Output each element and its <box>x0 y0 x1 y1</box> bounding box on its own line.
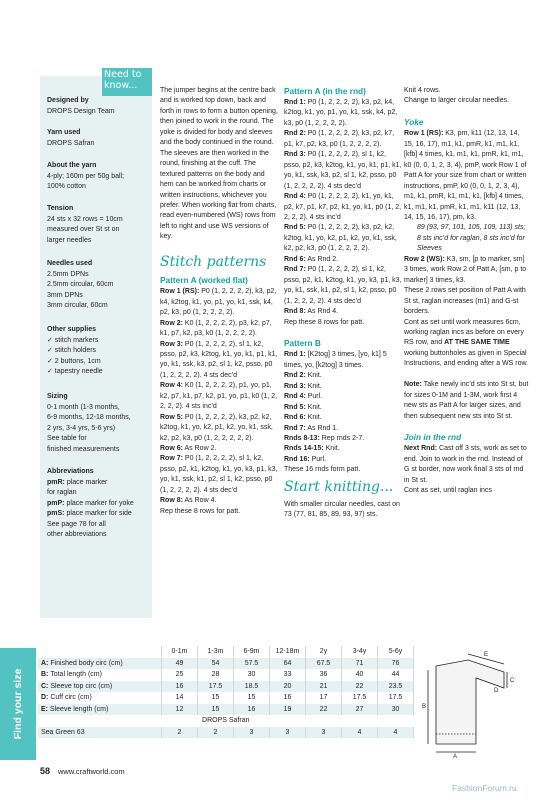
size-cell: 54 <box>198 658 234 670</box>
size-cell: 22 <box>306 704 342 716</box>
size-cell: 27 <box>342 704 378 716</box>
yarn-ball-count: 3 <box>306 727 342 739</box>
size-cell: 20 <box>270 681 306 693</box>
diagram-label-b: B <box>422 704 427 710</box>
size-header: 5-6y <box>378 646 414 658</box>
jumper-schematic <box>408 648 528 758</box>
yarn-ball-count: 2 <box>198 727 234 739</box>
pattern-row: Row 8: As Row 4. <box>160 497 217 505</box>
yarn-ball-count: 4 <box>342 727 378 739</box>
size-cell: 16 <box>162 681 198 693</box>
size-cell: 17.5 <box>342 692 378 704</box>
pattern-b-repeat: These 16 rnds form patt. <box>284 466 361 474</box>
size-cell: 19 <box>270 704 306 716</box>
size-cell: 12 <box>162 704 198 716</box>
pattern-row: Rnd 2: Knit. <box>284 372 322 380</box>
size-row <box>38 681 414 693</box>
yoke-row-1: Row 1 (RS): K3, pm, k11 (12, 13, 14, 15, 16, 17), m1, k1, pmR, k1, m1, k1, [kfb] 4 times, k1, m1, k1, pmR, k1, m1, k0 (0, 0, 1, 2, 3, 4), pmP, work Row 1 of Patt A for your size from chart or written instructions, pmP, k0 (0, 0, 1, 2, 3, 4), m1, k1, pmR, k1, m1, k1, [kfb] 4 times, k1, m1, k1, pmR, k1, m1, k11 (12, 13, 14, 15, 16, 17), pm, k3. <box>404 130 527 221</box>
size-cell: 64 <box>270 658 306 670</box>
pattern-row: Row 6: As Row 2. <box>160 445 217 453</box>
column-1 <box>160 86 278 517</box>
abbreviations: Abbreviations pmR: place marker for raglan pmP: place marker for yoke pmS: place marker for side See page 78 for all other abbreviations <box>47 468 134 538</box>
size-row-label: B: Total length (cm) <box>38 669 162 681</box>
pattern-a-rnd-rows <box>284 98 402 318</box>
size-cell: 22 <box>342 681 378 693</box>
size-cell: 15 <box>234 692 270 704</box>
pattern-row: Rnd 6: As Rnd 2. <box>284 255 339 263</box>
column-2 <box>284 86 402 521</box>
yarn-ball-count: 3 <box>270 727 306 739</box>
about-yarn: About the yarn 4-ply; 160m per 50g ball; 100% cotton <box>47 162 125 190</box>
size-cell: 21 <box>306 681 342 693</box>
size-row <box>38 704 414 716</box>
size-cell: 76 <box>378 658 414 670</box>
pattern-row: Row 3: P0 (1, 2, 2, 2, 2), sl 1, k2, psso, p2, k3, k2tog, k1, yo, k1, p1, k1, yo, k1, ssk, k3, p2, sl 1, k2, psso, p0 (1, 2, 2, 2, 2). 4 sts dec’d <box>160 340 278 379</box>
knit-rows-text: Knit 4 rows. <box>404 87 441 94</box>
yarn-header: DROPS Safran <box>202 717 250 725</box>
pattern-row: Rnd 5: Knit. <box>284 403 322 411</box>
cont-raglan-text: Cont as set, until raglan incs <box>404 487 492 495</box>
pattern-a-rnd-heading: Pattern A (in the rnd) <box>284 86 366 96</box>
pattern-row: Rnds 8-13: Rep rnds 2-7. <box>284 435 365 443</box>
pattern-row: Rnd 3: Knit. <box>284 382 322 390</box>
size-header: 1-3m <box>198 646 234 658</box>
size-cell: 17.5 <box>198 681 234 693</box>
pattern-a-flat-heading: Pattern A (worked flat) <box>160 275 248 286</box>
yoke-row-1-tail: 89 (93, 97, 101, 105, 109, 113) sts; 8 sts inc’d for raglan, 8 sts inc’d for Sleeves <box>417 224 526 253</box>
change-needles-text: Change to larger circular needles. <box>404 97 510 105</box>
size-row <box>38 669 414 681</box>
pattern-row: Rnd 1: [K2tog] 3 times, [yo, k1] 5 times, yo, [k2tog] 3 times. <box>284 351 387 369</box>
size-header: 2y <box>306 646 342 658</box>
size-row <box>38 658 414 670</box>
yarn-ball-count: 4 <box>378 727 414 739</box>
size-row-label: E: Sleeve length (cm) <box>38 704 162 716</box>
rows-set-text: These 2 rows set position of Patt A with St st, raglan increases (m1) and G-st borders. <box>404 287 526 316</box>
pattern-row: Rnd 16: Purl. <box>284 455 327 463</box>
pattern-row: Rnd 2: P0 (1, 2, 2, 2, 2), k3, p2, k7, p1, k7, p2, k3, p0 (1, 2, 2, 2, 2). <box>284 130 395 148</box>
size-cell: 17.5 <box>378 692 414 704</box>
pattern-a-flat-repeat: Rep these 8 rows for patt. <box>160 507 241 515</box>
size-cell: 57.5 <box>234 658 270 670</box>
watermark: FashionForum.ru <box>452 783 517 793</box>
size-cell: 14 <box>162 692 198 704</box>
size-cell: 71 <box>342 658 378 670</box>
size-rows <box>38 658 414 716</box>
diagram-label-d: D <box>494 688 499 694</box>
pattern-row: Rnd 7: P0 (1, 2, 2, 2, 2), sl 1, k2, psso, p2, k1, k2tog, k1, yo, k3, p1, k3, yo, k1, ssk, k1, p2, sl 1, k2, psso, p0 (1, 2, 2, 2, 2). 4 sts dec’d <box>284 266 402 305</box>
cont-text: Cont as set until work measures 6cm, working raglan incs as before on every RS row, and AT THE SAME TIME working buttonholes as given in Special Instructions, and ending after a WS row. <box>404 318 529 368</box>
pattern-row: Row 2: K0 (1, 2, 2, 2, 2), p3, k2, p7, k1, p7, k2, p3, k0 (1, 2, 2, 2, 2). <box>160 319 272 338</box>
pattern-row: Row 4: K0 (1, 2, 2, 2, 2), p1, yo, p1, k2, p7, k1, p7, k2, p1, yo, p1, k0 (1, 2, 2, 2, 2). 4 sts inc’d <box>160 382 278 411</box>
size-cell: 33 <box>270 669 306 681</box>
size-header: 0-1m <box>162 646 198 658</box>
size-cell: 18.5 <box>234 681 270 693</box>
size-table <box>38 646 414 738</box>
size-row-label: D: Cuff circ (cm) <box>38 692 162 704</box>
find-your-size-label: Find your size <box>12 668 24 740</box>
pattern-row: Row 1 (RS): P0 (1, 2, 2, 2, 2), k3, p2, k4, k2tog, k1, yo, p1, yo, k1, ssk, k4, p2, k3, p0 (1, 2, 2, 2, 2). <box>160 288 277 317</box>
need-to-know-title: Need to know... <box>104 69 142 91</box>
diagram-label-a: A <box>453 754 458 758</box>
yarn-used: Yarn used DROPS Safran <box>47 129 95 147</box>
pattern-row: Row 5: P0 (1, 2, 2, 2, 2), k3, p2, k2, k2tog, k1, yo, k2, p1, k2, yo, k1, ssk, k2, p2, k3, p0 (1, 2, 2, 2, 2, 2). <box>160 413 273 442</box>
footer-url: www.craftworld.com <box>58 767 125 776</box>
size-cell: 17 <box>306 692 342 704</box>
column-3 <box>404 86 529 497</box>
size-cell: 15 <box>198 692 234 704</box>
yarn-row <box>38 727 414 739</box>
next-rnd-text: Next Rnd: Cast off 3 sts, work as set to end. Join to work in the rnd. Instead of G st border, now work final 3 sts of rnd in St st. <box>404 445 527 484</box>
size-header: 12-18m <box>270 646 306 658</box>
pattern-row: Row 7: P0 (1, 2, 2, 2, 2), sl 1, k2, psso, p2, k1, k2tog, k1, yo, k3, p1, k3, yo, k1, ssk, k1, p2, sl 1, k2, psso, p0 (1, 2, 2, 2, 2). 4 sts dec’d <box>160 455 278 494</box>
tension: Tension 24 sts x 32 rows = 10cm measured over St st on larger needles <box>47 205 123 244</box>
size-cell: 49 <box>162 658 198 670</box>
size-cell: 15 <box>198 704 234 716</box>
size-cell: 25 <box>162 669 198 681</box>
size-cell: 16 <box>270 692 306 704</box>
pattern-b-rows <box>284 350 402 465</box>
size-cell: 40 <box>342 669 378 681</box>
yarn-colour-label: Sea Green 63 <box>38 727 162 739</box>
page-number: 58 <box>40 766 51 776</box>
other-supplies: Other supplies ✓ stitch markers ✓ stitch holders ✓ 2 buttons, 1cm ✓ tapestry needle <box>47 326 103 375</box>
pattern-row: Rnd 4: Purl. <box>284 393 323 401</box>
yarn-header-row <box>38 715 414 727</box>
size-cell: 30 <box>234 669 270 681</box>
size-cell: 44 <box>378 669 414 681</box>
size-cell: 30 <box>378 704 414 716</box>
pattern-row: Rnd 6: Knit. <box>284 414 322 422</box>
pattern-row: Rnd 1: P0 (1, 2, 2, 2, 2), k3, p2, k4, k2tog, k1, yo, p1, yo, k1, ssk, k4, p2, k3, p0 (1, 2, 2, 2, 2). <box>284 99 398 127</box>
size-header-row <box>38 646 414 658</box>
pattern-row: Rnds 14-15: Knit. <box>284 445 340 453</box>
diagram-label-c: C <box>510 678 515 684</box>
pattern-row: Rnd 7: As Rnd 1. <box>284 424 339 432</box>
yarn-ball-count: 2 <box>162 727 198 739</box>
pattern-b-heading: Pattern B <box>284 338 321 349</box>
sizing: Sizing 0-1 month (1-3 months, 6-9 months, 12-18 months, 2 yrs, 3-4 yrs, 5-6 yrs) See table for finished measurements <box>47 393 131 453</box>
pattern-row: Rnd 4: P0 (1, 2, 2, 2, 2), k1, yo, k1, p2, k7, p1, k7, p2, k1, yo, k1, p0 (1, 2, 2, 2, 2). 4 sts inc’d <box>284 193 402 221</box>
size-row-label: A: Finished body circ (cm) <box>38 658 162 670</box>
size-header: 6-9m <box>234 646 270 658</box>
size-row-label: C: Sleeve top circ (cm) <box>38 681 162 693</box>
yoke-row-2: Row 2 (WS): K3, sm, [p to marker, sm] 3 times, work Row 2 of Patt A, [sm, p to marker] 3 times, k3. <box>404 255 527 284</box>
yoke-heading: Yoke <box>404 117 424 128</box>
note-text: Note: Take newly inc’d sts into St st, but for sizes 0-1M and 1-3M, work first 4 new sts as Patt A for larger sizes, and then subsequent new sts into St st. <box>404 381 529 420</box>
pattern-row: Rnd 3: P0 (1, 2, 2, 2, 2), sl 1, k2, psso, p2, k3, k2tog, k1, yo, k1, p1, k1, yo, k1, ssk, k3, p2, sl 1, k2, psso, p0 (1, 2, 2, 2, 2). 4 sts dec’d <box>284 151 402 190</box>
needles-used: Needles used 2.5mm DPNs 2.5mm circular, 60cm 3mm DPNs 3mm circular, 60cm <box>47 260 114 309</box>
pattern-a-flat-rows <box>160 287 278 507</box>
size-row <box>38 692 414 704</box>
cast-on-text: With smaller circular needles, cast on 73 (77, 81, 85, 89, 93, 97) sts. <box>284 500 400 519</box>
size-cell: 23.5 <box>378 681 414 693</box>
size-header: 3-4y <box>342 646 378 658</box>
join-in-rnd-heading: Join in the rnd <box>404 432 462 443</box>
designed-by: Designed by DROPS Design Team <box>47 97 115 115</box>
diagram-label-e: E <box>484 652 489 658</box>
stitch-patterns-heading: Stitch patterns <box>160 254 267 271</box>
intro-text: The jumper begins at the centre back and is worked top down, back and forth in rows to form a button opening, then joined to work in the round. The yoke is divided for body and sleeves and the body continued in the round. The sleeves are then worked in the round, finishing at the cuff. The textured patterns on the body and hem can be worked from charts or written instructions, whichever you prefer. When working flat from charts, read even-numbered (WS) rows from left to right and use WS versions of key. <box>160 87 278 241</box>
start-knitting-heading: Start knitting... <box>284 478 394 495</box>
size-cell: 67.5 <box>306 658 342 670</box>
pattern-a-rnd-repeat: Rep these 8 rows for patt. <box>284 318 365 326</box>
yarn-ball-count: 3 <box>234 727 270 739</box>
size-cell: 36 <box>306 669 342 681</box>
size-cell: 16 <box>234 704 270 716</box>
pattern-row: Rnd 8: As Rnd 4. <box>284 308 339 316</box>
pattern-row: Rnd 5: P0 (1, 2, 2, 2, 2), k3, p2, k2, k2tog, k1, yo, k2, p1, k2, yo, k1, ssk, k2, p2, k3, p0 (1, 2, 2, 2, 2). <box>284 224 397 253</box>
size-cell: 28 <box>198 669 234 681</box>
